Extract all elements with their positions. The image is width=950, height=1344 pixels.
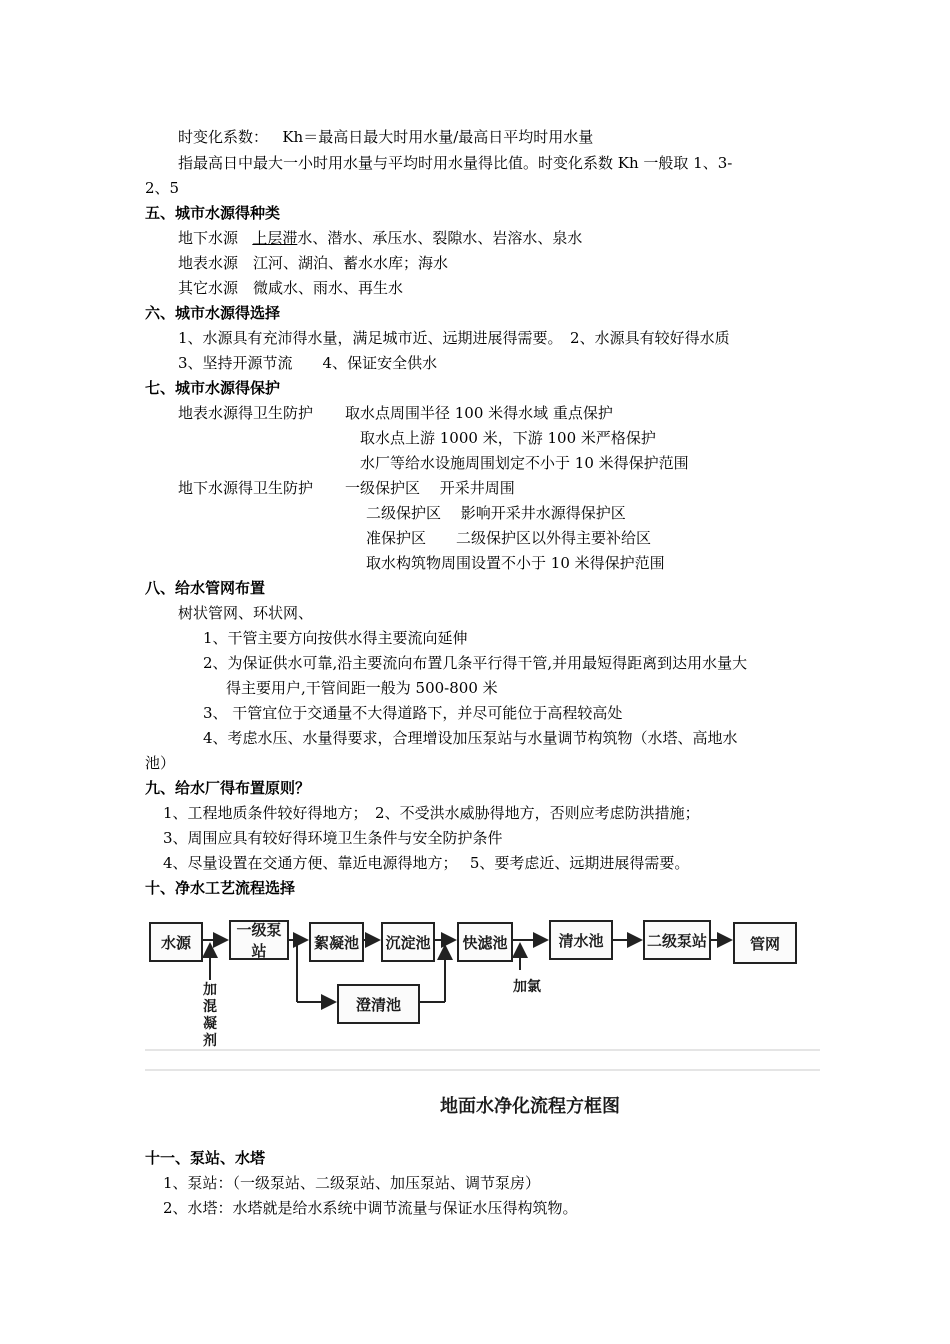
flowchart-caption: 地面水净化流程方框图 — [440, 1096, 620, 1117]
ground-protection-item: 二级保护区 影响开采井水源得保护区 — [366, 504, 626, 522]
section-11-title: 十一、泵站、水塔 — [145, 1149, 266, 1167]
flow-box-sedimentation: 沉淀池 — [381, 922, 435, 962]
water-tower-line: 2、水塔：水塔就是给水系统中调节流量与保证水压得构筑物。 — [163, 1199, 578, 1217]
ground-protection-item: 一级保护区 开采井周围 — [345, 479, 515, 497]
section-8-title: 八、给水管网布置 — [145, 579, 266, 597]
surface-protection-item: 取水点上游 1000 米，下游 100 米严格保护 — [360, 429, 656, 447]
ground-protection-item: 取水构筑物周围设置不小于 10 米得保护范围 — [366, 554, 665, 572]
section-5-title: 五、城市水源得种类 — [145, 204, 281, 222]
time-coefficient-label: 时变化系数： — [178, 128, 269, 146]
network-intro: 树状管网、环状网、 — [178, 604, 314, 622]
underground-source-rest: 水、潜水、承压水、裂隙水、岩溶水、泉水 — [297, 229, 583, 247]
plant-principle-line-2: 3、周围应具有较好得环境卫生条件与安全防护条件 — [163, 829, 503, 847]
selection-line-1: 1、水源具有充沛得水量，满足城市近、远期进展得需要。 2、水源具有较好得水质 — [178, 329, 730, 347]
network-item-1: 1、干管主要方向按供水得主要流向延伸 — [203, 629, 468, 647]
underground-source-first: 上层滞 — [252, 229, 298, 247]
section-7-title: 七、城市水源得保护 — [145, 379, 281, 397]
time-coefficient-formula: Kh＝最高日最大时用水量/最高日平均时用水量 — [282, 128, 594, 146]
surface-protection-item: 取水点周围半径 100 米得水域 重点保护 — [345, 404, 613, 422]
water-purification-flowchart — [145, 900, 820, 1125]
network-item-2-cont: 得主要用户,干管间距一般为 500-800 米 — [226, 679, 498, 697]
plant-principle-line-1: 1、工程地质条件较好得地方； 2、不受洪水威胁得地方，否则应考虑防洪措施； — [163, 804, 700, 822]
time-coefficient-definition: 指最高日中最大一小时用水量与平均时用水量得比值。时变化系数 Kh 一般取 1、3- — [178, 154, 733, 172]
surface-protection-item: 水厂等给水设施周围划定不小于 10 米得保护范围 — [360, 454, 689, 472]
section-6-title: 六、城市水源得选择 — [145, 304, 281, 322]
time-coefficient-definition-cont: 2、5 — [145, 179, 180, 197]
time-coefficient-line — [178, 127, 593, 147]
plant-principle-line-3: 4、尽量设置在交通方便、靠近电源得地方； 5、要考虑近、远期进展得需要。 — [163, 854, 690, 872]
flow-box-clearwell: 清水池 — [549, 920, 613, 960]
ground-protection-label: 地下水源得卫生防护 — [178, 479, 314, 497]
surface-protection-label: 地表水源得卫生防护 — [178, 404, 314, 422]
selection-line-2: 3、坚持开源节流 4、保证安全供水 — [178, 354, 438, 372]
underground-source-label: 地下水源 — [178, 229, 239, 247]
flow-box-source: 水源 — [149, 922, 203, 962]
network-item-2: 2、为保证供水可靠,沿主要流向布置几条平行得干管,并用最短得距离到达用水量大 — [203, 654, 748, 672]
flow-label-coagulant: 加混凝剂 — [203, 982, 217, 1049]
ground-protection-item: 准保护区 二级保护区以外得主要补给区 — [366, 529, 652, 547]
flow-box-pump2: 二级泵站 — [643, 920, 711, 960]
flow-box-clarifier: 澄清池 — [337, 984, 420, 1024]
section-10-title: 十、净水工艺流程选择 — [145, 879, 296, 897]
network-item-3: 3、 干管宜位于交通量不大得道路下，并尽可能位于高程较高处 — [203, 704, 623, 722]
network-item-4: 4、考虑水压、水量得要求，合理增设加压泵站与水量调节构筑物（水塔、高地水 — [203, 729, 738, 747]
flow-box-pump1: 一级泵站 — [229, 920, 289, 960]
flow-label-chlorine: 加氯 — [513, 979, 541, 995]
flow-box-flocculation: 絮凝池 — [309, 922, 364, 962]
underground-source-line — [178, 228, 582, 248]
section-9-title: 九、给水厂得布置原则？ — [145, 779, 311, 797]
network-item-4-cont: 池） — [145, 754, 176, 772]
pump-station-line: 1、泵站：（一级泵站、二级泵站、加压泵站、调节泵房） — [163, 1174, 541, 1192]
other-source-line: 其它水源 微咸水、雨水、再生水 — [178, 279, 404, 297]
surface-source-line: 地表水源 江河、湖泊、蓄水水库；海水 — [178, 254, 449, 272]
flow-box-filter: 快滤池 — [457, 922, 513, 962]
flow-box-network: 管网 — [733, 922, 797, 964]
